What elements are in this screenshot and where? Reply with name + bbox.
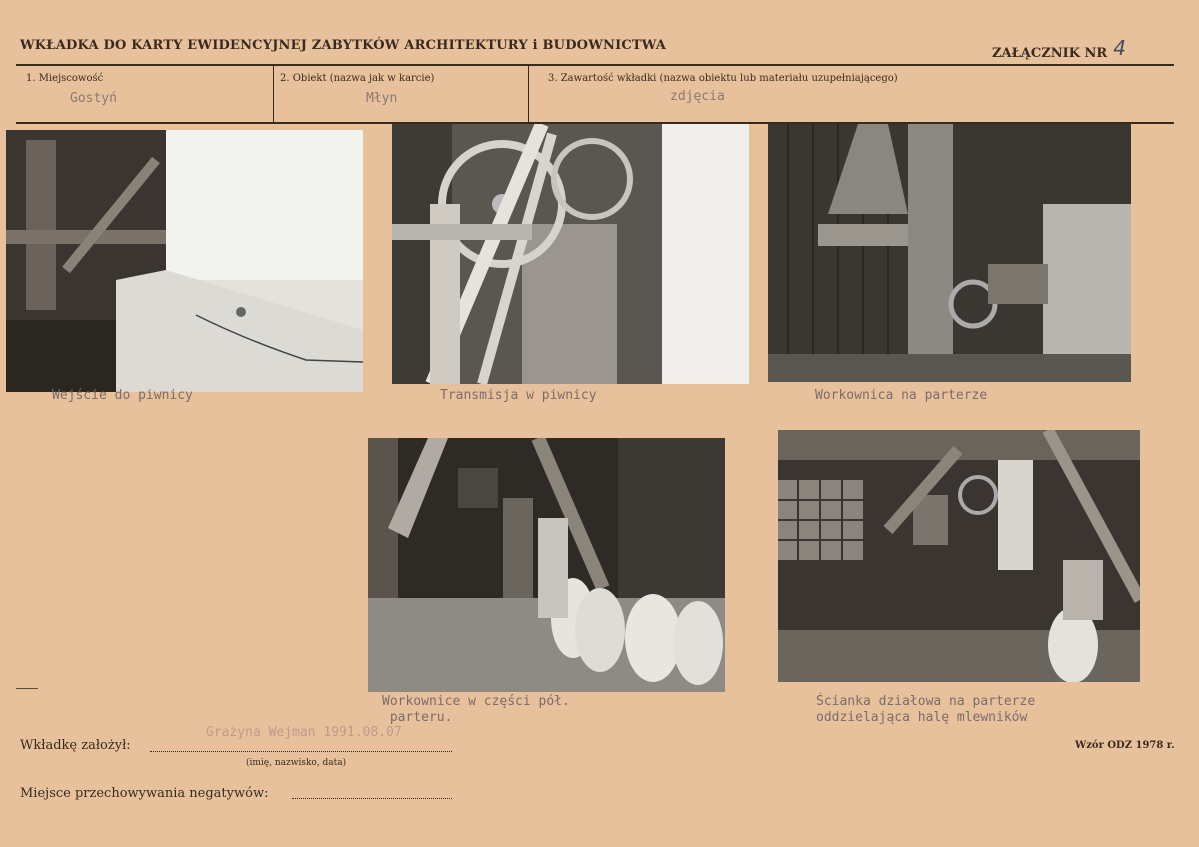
margin-mark (16, 688, 38, 689)
photo-caption-3: Workownica na parterze (815, 388, 988, 403)
photo-caption-5: Ścianka działowa na parterze oddzielająca halę mlewników (816, 694, 1036, 725)
form-code: Wzór ODZ 1978 r. (1075, 740, 1175, 751)
author-hint: (imię, nazwisko, data) (246, 758, 347, 768)
photo-caption-4: Workownice w części pół. parteru. (382, 694, 570, 725)
header-rule (16, 64, 1174, 66)
photo-baggers (368, 438, 725, 692)
author-dotted-line (150, 751, 452, 752)
storage-dotted-line (292, 798, 452, 799)
annex-number: 4 (1113, 36, 1126, 60)
locality-value: Gostyń (70, 91, 117, 106)
photo-cellar-entrance (6, 130, 363, 392)
field-divider-2 (528, 66, 529, 122)
field-divider-1 (273, 66, 274, 122)
author-label: Wkładkę założył: (20, 738, 131, 753)
content-label: 3. Zawartość wkładki (nazwa obiektu lub materiału uzupełniającego) (548, 73, 898, 84)
content-value: zdjęcia (670, 89, 725, 104)
photo-bagging-machine (768, 124, 1131, 382)
author-value: Grażyna Wejman 1991.08.07 (206, 725, 402, 740)
photo-caption-1: Wejście do piwnicy (52, 388, 193, 403)
annex-label-text: ZAŁĄCZNIK NR (992, 46, 1108, 61)
object-value: Młyn (366, 91, 398, 106)
form-title: WKŁADKA DO KARTY EWIDENCYJNEJ ZABYTKÓW ARCHITEKTURY i BUDOWNICTWA (20, 38, 667, 53)
photo-partition-wall (778, 430, 1140, 682)
locality-label: 1. Miejscowość (26, 73, 104, 84)
storage-label: Miejsce przechowywania negatywów: (20, 786, 269, 801)
object-label: 2. Obiekt (nazwa jak w karcie) (280, 73, 435, 84)
photo-cellar-transmission (392, 124, 749, 384)
annex-label (992, 38, 1126, 62)
photo-caption-2: Transmisja w piwnicy (440, 388, 597, 403)
